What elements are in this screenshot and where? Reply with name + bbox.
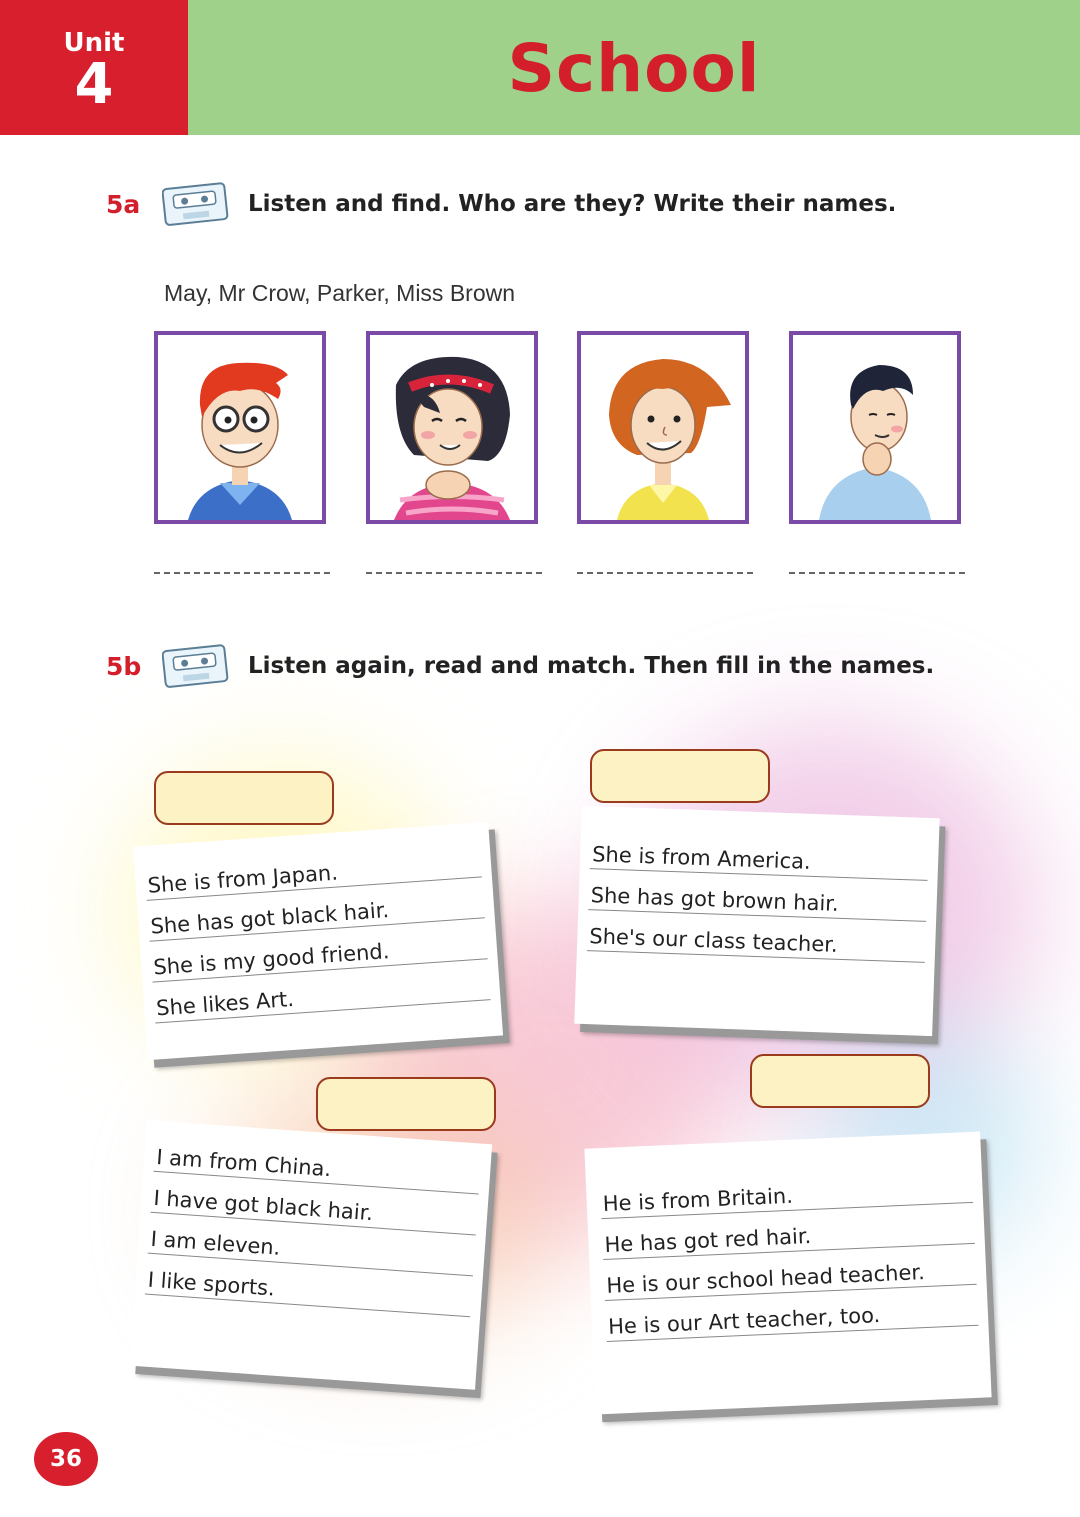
answer-line-3[interactable]	[577, 572, 753, 574]
woman-brown-hair-illustration	[581, 335, 745, 520]
note-3-line: I am from China.	[153, 1131, 481, 1195]
note-card-2	[574, 806, 939, 1036]
answer-line-2[interactable]	[366, 572, 542, 574]
title-banner	[188, 0, 1080, 135]
name-box-1[interactable]	[154, 771, 334, 825]
note-3-line: I have got black hair.	[151, 1172, 479, 1236]
note-4-line: He is our school head teacher.	[603, 1244, 976, 1301]
note-1-line: She is my good friend.	[150, 918, 488, 982]
answer-line-1[interactable]	[154, 572, 330, 574]
boy-black-hair-illustration	[793, 335, 957, 520]
answer-line-4[interactable]	[789, 572, 965, 574]
exercise-5b-instruction: Listen again, read and match. Then fill in the names.	[248, 653, 935, 679]
note-3-line: I like sports.	[145, 1254, 473, 1318]
unit-number: 4	[74, 52, 114, 117]
name-box-2[interactable]	[590, 749, 770, 803]
note-3-line: I am eleven.	[148, 1213, 476, 1277]
cassette-icon	[162, 180, 230, 228]
exercise-5a-instruction: Listen and find. Who are they? Write their names.	[248, 191, 897, 217]
unit-badge	[0, 0, 188, 135]
picture-frame-2	[366, 331, 538, 524]
note-card-3	[130, 1120, 492, 1390]
note-1-line: She likes Art.	[153, 959, 491, 1023]
note-2-line: She has got brown hair.	[588, 869, 927, 922]
exercise-5b-number: 5b	[106, 652, 142, 681]
picture-frame-1	[154, 331, 326, 524]
page-title: School	[507, 30, 761, 107]
note-2-line: She's our class teacher.	[587, 910, 926, 963]
picture-frame-3	[577, 331, 749, 524]
page-number: 36	[34, 1432, 98, 1486]
note-card-1	[133, 822, 503, 1060]
note-4-line: He is our Art teacher, too.	[605, 1285, 978, 1342]
note-card-4	[584, 1131, 991, 1414]
note-4-line: He is from Britain.	[600, 1162, 973, 1219]
picture-frame-4	[789, 331, 961, 524]
note-4-line: He has got red hair.	[601, 1203, 974, 1260]
cassette-icon	[162, 642, 230, 690]
exercise-5a-number: 5a	[106, 190, 141, 219]
unit-label: Unit	[63, 28, 125, 58]
name-box-3[interactable]	[316, 1077, 496, 1131]
boy-red-hair-glasses-illustration	[158, 335, 322, 520]
name-options: May, Mr Crow, Parker, Miss Brown	[164, 280, 516, 306]
girl-black-hair-headband-illustration	[370, 335, 534, 520]
note-2-line: She is from America.	[590, 828, 929, 881]
name-box-4[interactable]	[750, 1054, 930, 1108]
note-1-line: She has got black hair.	[147, 877, 485, 941]
note-1-line: She is from Japan.	[144, 837, 482, 901]
